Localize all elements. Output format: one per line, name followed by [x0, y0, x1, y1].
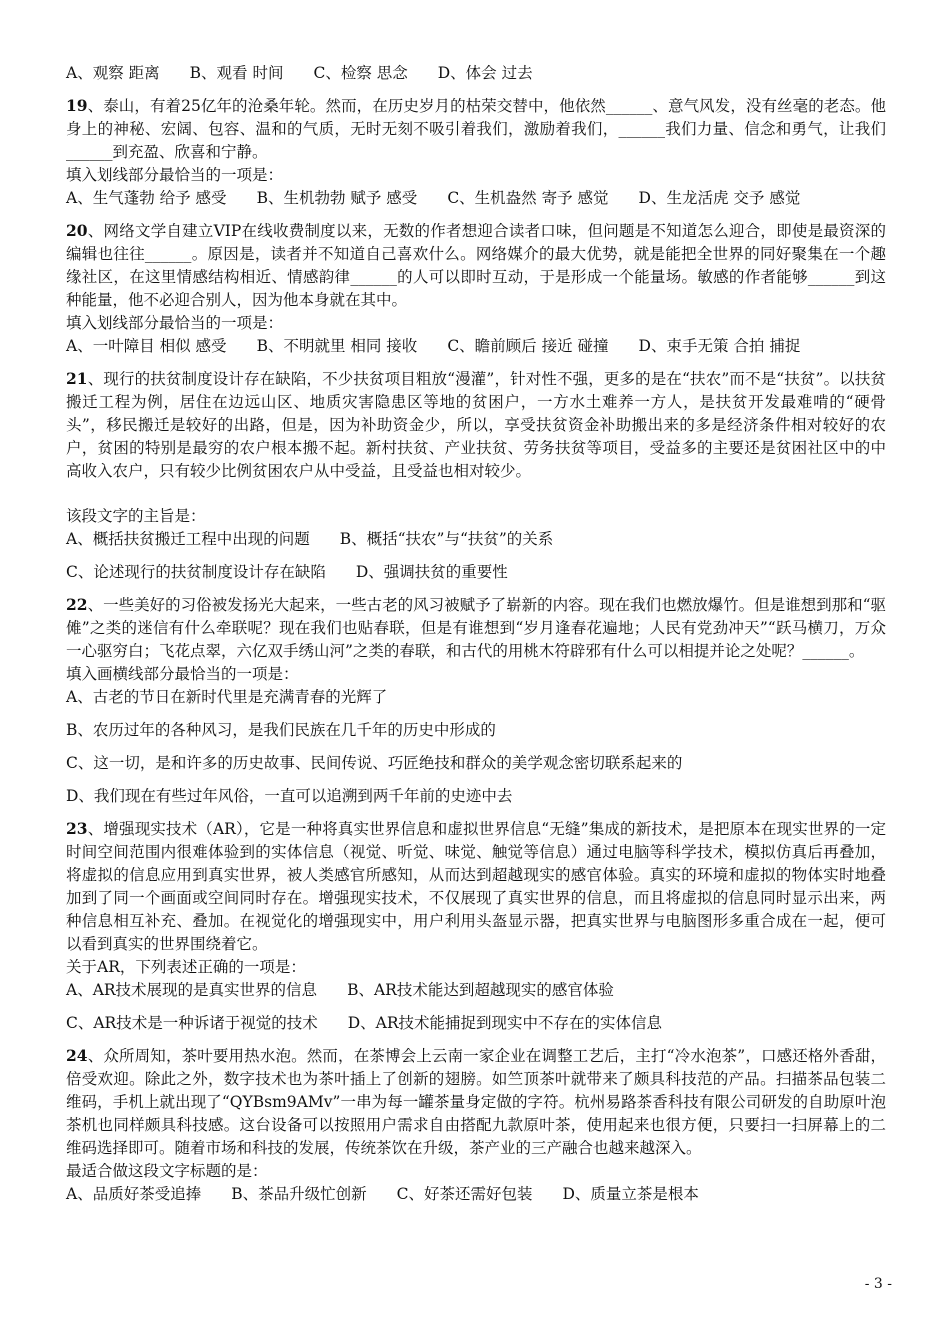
question-text: [66, 367, 886, 483]
option: D、体会 过去: [437, 64, 533, 82]
options-row: [66, 561, 886, 584]
question-number: 21: [66, 369, 88, 388]
options-row: [66, 979, 886, 1002]
page-number: - 3 -: [864, 1276, 892, 1292]
question-number: 24: [66, 1046, 88, 1065]
option: B、概括“扶农”与“扶贫”的关系: [339, 530, 554, 548]
options-row: [66, 187, 886, 210]
question-text: [66, 817, 886, 956]
question-21: [66, 367, 886, 584]
question-text: [66, 219, 886, 312]
option: C、瞻前顾后 接近 碰撞: [447, 337, 609, 355]
question-body: 、一些美好的习俗被发扬光大起来，一些古老的风习被赋予了崭新的内容。现在我们也燃放爆竹。但是谁想到那和“驱傩”之类的迷信有什么牵联呢？现在我们也贴春联，但是有谁想到“岁月逢春花遍地；人民有党劲冲天”“跃马横刀，万众一心驱穷白；飞花点翠，六亿双手绣山河”之类的春联，和古代的用桃木符辟邪有什么可以相提并论之处呢？______。: [66, 596, 887, 660]
question-prompt: 最适合做这段文字标题的是：: [66, 1162, 268, 1180]
option: B、观看 时间: [189, 64, 284, 82]
question-prompt: 填入画横线部分最恰当的一项是：: [66, 665, 299, 683]
question-prompt: 关于AR，下列表述正确的一项是：: [66, 958, 306, 976]
question-prompt: 该段文字的主旨是：: [66, 507, 206, 525]
option: D、束手无策 合拍 捕捉: [638, 337, 801, 355]
question-body: 、泰山，有着25亿年的沧桑年轮。然而，在历史岁月的枯荣交替中，他依然______、意气风发，没有丝毫的老态。他身上的神秘、宏阔、包容、温和的气质，无时无刻不吸引着我们，激励着我们，______我们力量、信念和勇气，让我们______到充盈、欣喜和宁静。: [66, 97, 886, 161]
option: D、我们现在有些过年风俗，一直可以追溯到两千年前的史迹中去: [66, 787, 513, 805]
question-text: [66, 593, 886, 663]
option: B、不明就里 相同 接收: [256, 337, 418, 355]
options-row: [66, 335, 886, 358]
option: A、生气蓬勃 给予 感受: [66, 189, 227, 207]
question-text: [66, 94, 886, 164]
question-prompt: 填入划线部分最恰当的一项是：: [66, 314, 284, 332]
question-23: [66, 817, 886, 1035]
prev-question-options: [66, 62, 886, 85]
question-number: 20: [66, 221, 88, 240]
option: A、古老的节日在新时代里是充满青春的光辉了: [66, 688, 388, 706]
options-row: [66, 528, 886, 551]
option: C、AR技术是一种诉诸于视觉的技术: [66, 1014, 318, 1032]
option: D、强调扶贫的重要性: [355, 563, 508, 581]
question-body: 、众所周知，茶叶要用热水泡。然而，在茶博会上云南一家企业在调整工艺后，主打“冷水泡茶”，口感还格外香甜，倍受欢迎。除此之外，数字技术也为茶叶插上了创新的翅膀。如竺顶茶叶就带来了颇具科技范的产品。扫描茶品包装二维码，手机上就出现了“QYBsm9AMv”一串为每一罐茶量身定做的字符。杭州易路茶香科技有限公司研发的自助原叶泡茶机也同样颇具科技感。这台设备可以按照用户需求自由搭配九款原叶茶，使用起来也很方便，只要扫一扫屏幕上的二维码选择即可。随着市场和科技的发展，传统茶饮在升级，茶产业的三产融合也越来越深入。: [66, 1047, 886, 1157]
options-row: [66, 1183, 886, 1206]
option: C、好茶还需好包装: [396, 1185, 533, 1203]
exam-page: [66, 62, 886, 1206]
option: B、AR技术能达到超越现实的感官体验: [347, 981, 614, 999]
option: D、AR技术能捕捉到现实中不存在的实体信息: [347, 1014, 663, 1032]
question-22: [66, 593, 886, 808]
option: B、生机勃勃 赋予 感受: [256, 189, 418, 207]
question-24: [66, 1044, 886, 1206]
option: B、农历过年的各种风习，是我们民族在几千年的历史中形成的: [66, 721, 496, 739]
option: A、概括扶贫搬迁工程中出现的问题: [66, 530, 310, 548]
option: B、茶品升级忙创新: [231, 1185, 367, 1203]
question-number: 22: [66, 595, 88, 614]
option: C、检察 思念: [313, 64, 408, 82]
question-19: [66, 94, 886, 210]
option: A、一叶障目 相似 感受: [66, 337, 227, 355]
question-text: [66, 1044, 886, 1160]
question-body: 、增强现实技术（AR），它是一种将真实世界信息和虚拟世界信息“无缝”集成的新技术，是把原本在现实世界的一定时间空间范围内很难体验到的实体信息（视觉、听觉、味觉、触觉等信息）通过电脑等科学技术，模拟仿真后再叠加，将虚拟的信息应用到真实世界，被人类感官所感知，从而达到超越现实的感官体验。真实的环境和虚拟的物体实时地叠加到了同一个画面或空间同时存在。增强现实技术，不仅展现了真实世界的信息，而且将虚拟的信息同时显示出来，两种信息相互补充、叠加。在视觉化的增强现实中，用户利用头盔显示器，把真实世界与电脑图形多重合成在一起，便可以看到真实的世界围绕着它。: [66, 820, 886, 953]
option: C、论述现行的扶贫制度设计存在缺陷: [66, 563, 326, 581]
question-number: 19: [66, 96, 88, 115]
question-number: 23: [66, 819, 88, 838]
option: A、观察 距离: [66, 64, 160, 82]
option: A、AR技术展现的是真实世界的信息: [66, 981, 318, 999]
option: D、质量立茶是根本: [562, 1185, 699, 1203]
question-20: [66, 219, 886, 358]
question-body: 、现行的扶贫制度设计存在缺陷，不少扶贫项目粗放“漫灌”，针对性不强，更多的是在“扶农”而不是“扶贫”。以扶贫搬迁工程为例，居住在边远山区、地质灾害隐患区等地的贫困户，一方水土难养一方人，是扶贫开发最难啃的“硬骨头”，移民搬迁是较好的出路，但是，因为补助资金少，所以，享受扶贫资金补助搬出来的多是经济条件相对较好的农户，贫困的特别是最穷的农户根本搬不起。新村扶贫、产业扶贫、劳务扶贫等项目，受益多的主要还是贫困社区中的中高收入农户，只有较少比例贫困农户从中受益，且受益也相对较少。: [66, 370, 886, 480]
option: C、这一切，是和许多的历史故事、民间传说、巧匠绝技和群众的美学观念密切联系起来的: [66, 754, 683, 772]
options-row: [66, 1012, 886, 1035]
question-body: 、网络文学自建立VIP在线收费制度以来，无数的作者想迎合读者口味，但问题是不知道怎么迎合，即使是最资深的编辑也往往______。原因是，读者并不知道自己喜欢什么。网络媒介的最大优势，就是能把全世界的同好聚集在一个趣缘社区，在这里情感结构相近、情感韵律______的人可以即时互动，于是形成一个能量场。敏感的作者能够______到这种能量，他不必迎合别人，因为他本身就在其中。: [66, 222, 886, 309]
option: C、生机盎然 寄予 感觉: [447, 189, 609, 207]
question-prompt: 填入划线部分最恰当的一项是：: [66, 166, 284, 184]
option: D、生龙活虎 交予 感觉: [638, 189, 801, 207]
option: A、品质好茶受追捧: [66, 1185, 202, 1203]
